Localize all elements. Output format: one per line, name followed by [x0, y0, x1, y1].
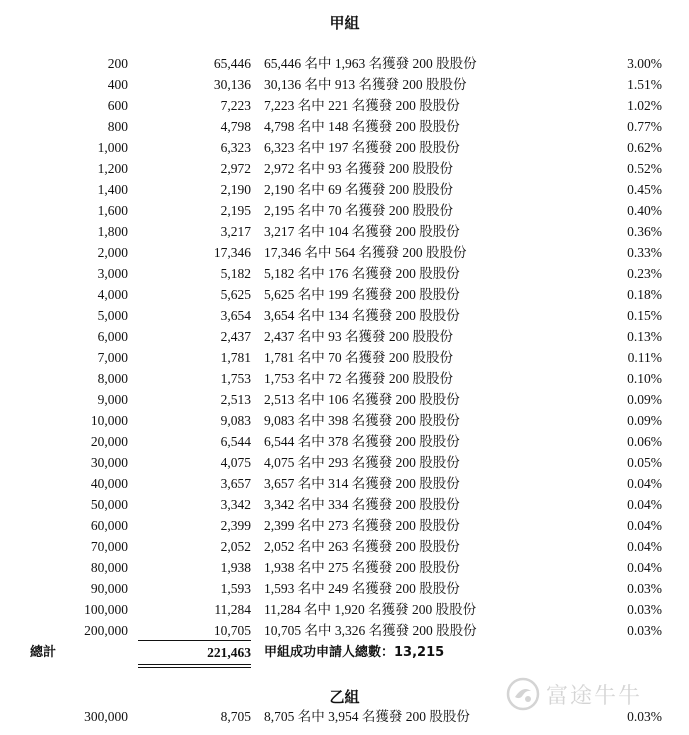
percent-cell: 0.13% — [627, 329, 662, 344]
table-row — [0, 95, 689, 116]
total-summary: 甲組成功申請人總數：13,215 — [264, 645, 445, 660]
percent-cell: 0.03% — [627, 623, 662, 638]
table-row — [0, 137, 689, 158]
applications-cell: 2,195 — [220, 203, 251, 218]
percent-cell: 0.40% — [627, 203, 662, 218]
applications-cell: 2,190 — [220, 182, 251, 197]
applications-cell: 5,625 — [220, 287, 251, 302]
applications-cell: 2,513 — [220, 392, 251, 407]
shares-cell: 1,800 — [97, 224, 128, 239]
percent-cell: 0.10% — [627, 371, 662, 386]
applications-cell: 11,284 — [214, 602, 251, 617]
basis-cell: 2,513 名中 106 名獲發 200 股股份 — [264, 392, 460, 407]
shares-cell: 1,600 — [97, 203, 128, 218]
percent-cell: 0.04% — [627, 476, 662, 491]
shares-cell: 200 — [107, 56, 128, 71]
shares-cell: 600 — [107, 98, 128, 113]
table-row — [0, 284, 689, 305]
table-row — [0, 557, 689, 578]
table-row — [0, 536, 689, 557]
applications-cell: 4,075 — [220, 455, 251, 470]
shares-cell: 20,000 — [90, 434, 128, 449]
basis-cell: 10,705 名中 3,326 名獲發 200 股股份 — [264, 623, 477, 638]
percent-cell: 0.03% — [627, 602, 662, 617]
table-row — [0, 452, 689, 473]
percent-cell: 0.36% — [627, 224, 662, 239]
applications-cell: 2,972 — [220, 161, 251, 176]
watermark — [506, 676, 642, 712]
shares-cell: 10,000 — [90, 413, 128, 428]
table-row — [0, 347, 689, 368]
applications-cell: 2,399 — [220, 518, 251, 533]
basis-cell: 2,399 名中 273 名獲發 200 股股份 — [264, 518, 460, 533]
table-row — [0, 599, 689, 620]
shares-cell: 1,000 — [97, 140, 128, 155]
applications-cell: 17,346 — [213, 245, 251, 260]
basis-cell: 17,346 名中 564 名獲發 200 股股份 — [264, 245, 467, 260]
shares-cell: 8,000 — [97, 371, 128, 386]
percent-cell: 0.04% — [627, 518, 662, 533]
percent-cell: 0.33% — [627, 245, 662, 260]
table-row — [0, 116, 689, 137]
applications-cell: 65,446 — [213, 56, 251, 71]
percent-cell: 0.03% — [627, 581, 662, 596]
percent-cell: 0.04% — [627, 539, 662, 554]
total-rule-top — [138, 640, 251, 641]
total-label: 總計 — [30, 645, 57, 660]
table-row — [0, 305, 689, 326]
watermark-text: 富途牛牛 — [546, 683, 643, 709]
shares-cell: 70,000 — [90, 539, 128, 554]
basis-cell: 4,798 名中 148 名獲發 200 股股份 — [264, 119, 460, 134]
basis-cell: 3,217 名中 104 名獲發 200 股股份 — [264, 224, 460, 239]
table-row — [0, 431, 689, 452]
applications-cell: 2,437 — [220, 329, 251, 344]
basis-cell: 1,781 名中 70 名獲發 200 股股份 — [264, 350, 453, 365]
total-rule-double-2 — [138, 667, 251, 668]
applications-cell: 3,657 — [220, 476, 251, 491]
table-row — [0, 515, 689, 536]
basis-cell: 11,284 名中 1,920 名獲發 200 股股份 — [264, 602, 477, 617]
basis-cell: 2,052 名中 263 名獲發 200 股股份 — [264, 539, 460, 554]
applications-cell: 4,798 — [220, 119, 251, 134]
percent-cell: 0.15% — [627, 308, 662, 323]
shares-cell: 400 — [107, 77, 128, 92]
percent-cell: 0.09% — [627, 392, 662, 407]
shares-cell: 300,000 — [84, 709, 128, 724]
percent-cell: 0.05% — [627, 455, 662, 470]
applications-cell: 6,544 — [220, 434, 251, 449]
table-row — [0, 263, 689, 284]
percent-cell: 0.62% — [627, 140, 662, 155]
basis-cell: 2,437 名中 93 名獲發 200 股股份 — [264, 329, 453, 344]
basis-cell: 9,083 名中 398 名獲發 200 股股份 — [264, 413, 460, 428]
applications-cell: 1,593 — [220, 581, 251, 596]
table-row — [0, 53, 689, 74]
basis-cell: 6,323 名中 197 名獲發 200 股股份 — [264, 140, 460, 155]
basis-cell: 5,625 名中 199 名獲發 200 股股份 — [264, 287, 460, 302]
shares-cell: 4,000 — [97, 287, 128, 302]
total-rule-double-1 — [138, 664, 251, 665]
percent-cell: 0.03% — [627, 709, 662, 724]
percent-cell: 0.23% — [627, 266, 662, 281]
percent-cell: 0.77% — [627, 119, 662, 134]
table-row — [0, 578, 689, 599]
shares-cell: 40,000 — [90, 476, 128, 491]
applications-cell: 9,083 — [220, 413, 251, 428]
table-row — [0, 221, 689, 242]
shares-cell: 30,000 — [90, 455, 128, 470]
percent-cell: 0.52% — [627, 161, 662, 176]
shares-cell: 800 — [107, 119, 128, 134]
table-row — [0, 179, 689, 200]
shares-cell: 90,000 — [90, 581, 128, 596]
group-a-title: 甲組 — [329, 14, 360, 32]
basis-cell: 1,938 名中 275 名獲發 200 股股份 — [264, 560, 460, 575]
shares-cell: 6,000 — [97, 329, 128, 344]
table-row — [0, 410, 689, 431]
table-row — [0, 326, 689, 347]
percent-cell: 0.06% — [627, 434, 662, 449]
table-row — [0, 473, 689, 494]
applications-cell: 2,052 — [220, 539, 251, 554]
percent-cell: 1.02% — [627, 98, 662, 113]
applications-cell: 3,654 — [220, 308, 251, 323]
applications-cell: 3,217 — [220, 224, 251, 239]
shares-cell: 200,000 — [84, 623, 128, 638]
percent-cell: 0.04% — [627, 497, 662, 512]
basis-cell: 2,190 名中 69 名獲發 200 股股份 — [264, 182, 453, 197]
applications-cell: 1,753 — [220, 371, 251, 386]
basis-cell: 2,195 名中 70 名獲發 200 股股份 — [264, 203, 453, 218]
table-row — [0, 389, 689, 410]
total-value: 221,463 — [207, 645, 251, 660]
percent-cell: 0.09% — [627, 413, 662, 428]
shares-cell: 60,000 — [90, 518, 128, 533]
table-row — [0, 74, 689, 95]
percent-cell: 0.18% — [627, 287, 662, 302]
shares-cell: 3,000 — [97, 266, 128, 281]
percent-cell: 0.45% — [627, 182, 662, 197]
total-row — [0, 642, 689, 664]
applications-cell: 10,705 — [213, 623, 251, 638]
applications-cell: 5,182 — [220, 266, 251, 281]
basis-cell: 30,136 名中 913 名獲發 200 股股份 — [264, 77, 467, 92]
table-row — [0, 368, 689, 389]
group-b-title: 乙組 — [329, 688, 360, 706]
basis-cell: 2,972 名中 93 名獲發 200 股股份 — [264, 161, 453, 176]
percent-cell: 3.00% — [627, 56, 662, 71]
basis-cell: 3,654 名中 134 名獲發 200 股股份 — [264, 308, 460, 323]
shares-cell: 1,400 — [97, 182, 128, 197]
percent-cell: 0.04% — [627, 560, 662, 575]
basis-cell: 8,705 名中 3,954 名獲發 200 股股份 — [264, 709, 470, 724]
basis-cell: 1,593 名中 249 名獲發 200 股股份 — [264, 581, 460, 596]
shares-cell: 100,000 — [84, 602, 128, 617]
basis-cell: 65,446 名中 1,963 名獲發 200 股股份 — [264, 56, 477, 71]
shares-cell: 2,000 — [97, 245, 128, 260]
basis-cell: 3,657 名中 314 名獲發 200 股股份 — [264, 476, 460, 491]
applications-cell: 3,342 — [220, 497, 251, 512]
basis-cell: 5,182 名中 176 名獲發 200 股股份 — [264, 266, 460, 281]
basis-cell: 3,342 名中 334 名獲發 200 股股份 — [264, 497, 460, 512]
applications-cell: 7,223 — [220, 98, 251, 113]
applications-cell: 30,136 — [213, 77, 251, 92]
percent-cell: 1.51% — [627, 77, 662, 92]
basis-cell: 7,223 名中 221 名獲發 200 股股份 — [264, 98, 460, 113]
futu-logo-icon — [506, 677, 540, 711]
shares-cell: 9,000 — [97, 392, 128, 407]
applications-cell: 8,705 — [220, 709, 251, 724]
table-row — [0, 200, 689, 221]
table-row — [0, 620, 689, 641]
shares-cell: 1,200 — [97, 161, 128, 176]
basis-cell: 4,075 名中 293 名獲發 200 股股份 — [264, 455, 460, 470]
shares-cell: 7,000 — [97, 350, 128, 365]
shares-cell: 80,000 — [90, 560, 128, 575]
table-row — [0, 242, 689, 263]
shares-cell: 50,000 — [90, 497, 128, 512]
basis-cell: 6,544 名中 378 名獲發 200 股股份 — [264, 434, 460, 449]
percent-cell: 0.11% — [627, 350, 662, 365]
applications-cell: 1,781 — [220, 350, 251, 365]
basis-cell: 1,753 名中 72 名獲發 200 股股份 — [264, 371, 453, 386]
applications-cell: 6,323 — [220, 140, 251, 155]
applications-cell: 1,938 — [220, 560, 251, 575]
table-row — [0, 158, 689, 179]
shares-cell: 5,000 — [97, 308, 128, 323]
table-row — [0, 494, 689, 515]
